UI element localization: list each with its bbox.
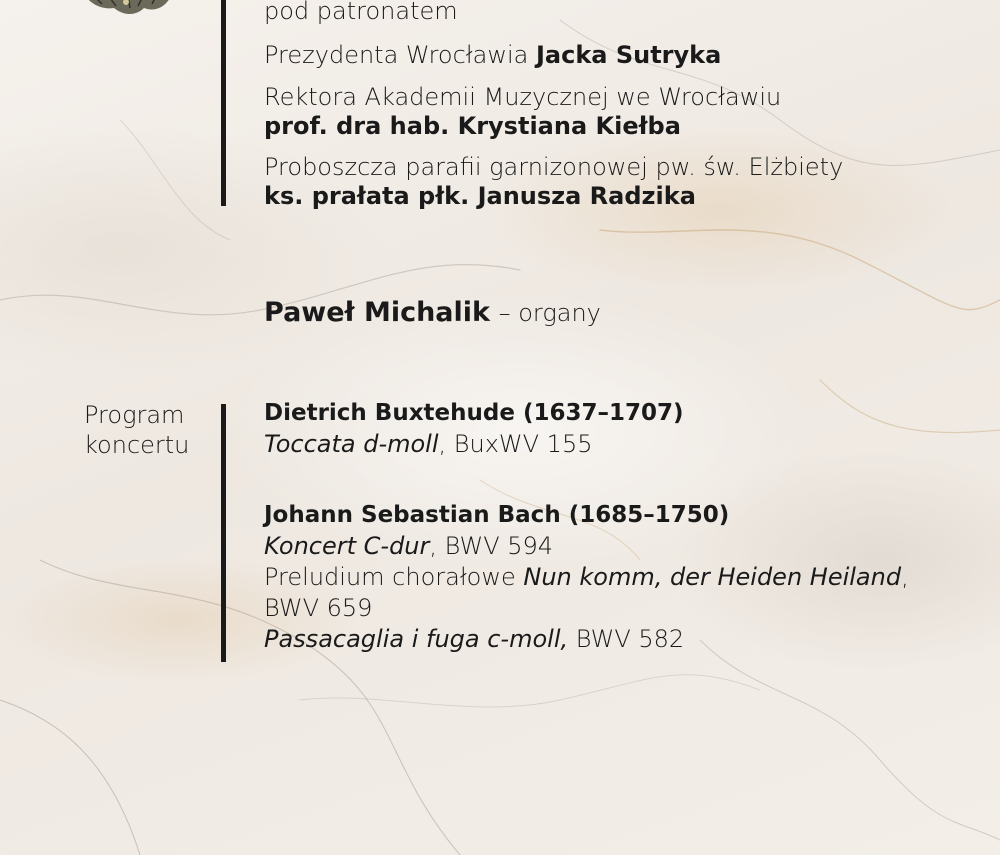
work-prefix: Preludium chorałowe xyxy=(264,563,524,591)
work-title: Passacaglia i fuga c-moll, xyxy=(264,625,569,653)
patronage-heading: pod patronatem xyxy=(264,0,458,25)
spacer xyxy=(264,460,909,500)
work-catalog: , BuxWV 155 xyxy=(438,430,593,458)
divider-bar-program xyxy=(221,404,226,662)
performer-name: Paweł Michalik xyxy=(264,297,490,328)
work-title: Koncert C-dur xyxy=(264,532,430,560)
patron-name: ks. prałata płk. Janusza Radzika xyxy=(264,182,696,210)
program-list xyxy=(264,398,909,655)
work-title: Nun komm, der Heiden Heiland xyxy=(523,563,902,591)
work-catalog: BWV 582 xyxy=(568,625,685,653)
program-label xyxy=(84,400,189,460)
composer-name: Dietrich Buxtehude (1637–1707) xyxy=(264,400,684,426)
work-catalog: , BWV 594 xyxy=(429,532,554,560)
work-catalog: , xyxy=(901,563,909,591)
work-item xyxy=(264,429,909,460)
patron-title: Proboszcza parafii garnizonowej pw. św. Elżbiety xyxy=(264,153,844,181)
patron-item xyxy=(264,153,843,211)
patron-name: prof. dra hab. Krystiana Kiełba xyxy=(264,112,681,140)
patron-title: Prezydenta Wrocławia xyxy=(264,41,529,69)
patron-item xyxy=(264,41,721,70)
program-label-line: koncertu xyxy=(84,431,190,459)
crest-emblem-icon xyxy=(80,0,172,20)
work-catalog-continued: BWV 659 xyxy=(264,594,373,622)
composer-name: Johann Sebastian Bach (1685–1750) xyxy=(264,502,730,528)
work-item xyxy=(264,624,909,655)
divider-bar-patronage xyxy=(221,0,226,206)
patron-item xyxy=(264,83,781,141)
patron-name: Jacka Sutryka xyxy=(535,41,722,69)
performer-role: – organy xyxy=(498,299,601,327)
work-title: Toccata d-moll xyxy=(264,430,439,458)
program-label-line: Program xyxy=(84,401,185,429)
work-item xyxy=(264,531,909,562)
patron-title: Rektora Akademii Muzycznej we Wrocławiu xyxy=(264,83,782,111)
performer xyxy=(264,296,601,330)
work-item xyxy=(264,562,909,593)
